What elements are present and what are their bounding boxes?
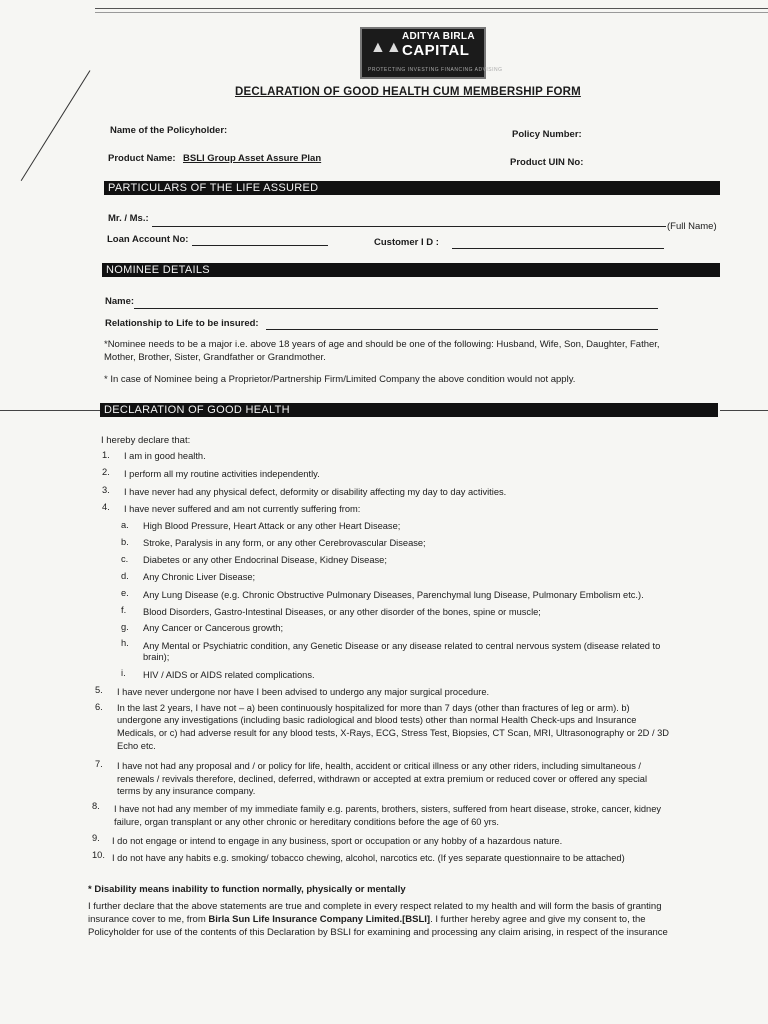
scan-edge-line	[95, 12, 768, 13]
company-logo: ▲▲ ADITYA BIRLA CAPITAL PROTECTING INVESTING FINANCING ADVISING	[360, 27, 486, 79]
list-item: I am in good health.	[124, 451, 206, 461]
list-item: Stroke, Paralysis in any form, or any other Cerebrovascular Disease;	[143, 538, 426, 548]
full-name-field[interactable]	[152, 226, 666, 227]
scan-diagonal-mark	[21, 70, 91, 181]
insurer-name: Birla Sun Life Insurance Company Limited.[BSLI]	[208, 914, 431, 925]
list-item-continuation: brain);	[143, 652, 170, 662]
product-name-label: Product Name:	[108, 153, 176, 164]
list-item: Any Mental or Psychiatric condition, any Genetic Disease or any disease related to central nervous system (disease related to	[143, 641, 661, 651]
list-item: I perform all my routine activities independently.	[124, 469, 320, 479]
nominee-note-1: *Nominee needs to be a major i.e. above 18 years of age and should be one of the following: Husband, Wife, Son, Daughter, Father,	[104, 339, 660, 350]
list-item: Diabetes or any other Endocrinal Disease, Kidney Disease;	[143, 555, 387, 565]
list-item-continuation: terms by any insurance company.	[117, 786, 256, 796]
list-item: Any Lung Disease (e.g. Chronic Obstructive Pulmonary Diseases, Parenchymal lung Disease, Pulmonary Embolism etc.).	[143, 590, 644, 600]
relationship-label: Relationship to Life to be insured:	[105, 318, 259, 329]
loan-account-label: Loan Account No:	[107, 234, 189, 245]
disability-note: * Disability means inability to function normally, physically or mentally	[88, 884, 406, 895]
full-name-note: (Full Name)	[667, 221, 717, 232]
nominee-name-label: Name:	[105, 296, 135, 307]
scan-margin-line	[0, 410, 100, 411]
product-uin-label: Product UIN No:	[510, 157, 584, 168]
list-item: Any Cancer or Cancerous growth;	[143, 623, 284, 633]
scan-margin-line	[720, 410, 768, 411]
list-item: I do not have any habits e.g. smoking/ tobacco chewing, alcohol, narcotics etc. (If yes separate questionnaire to be attached)	[112, 853, 625, 863]
further-declaration-line-2: insurance cover to me, from Birla Sun Life Insurance Company Limited.[BSLI]. I further hereby agree and give my consent to, the	[88, 914, 646, 925]
further-declaration-line-1: I further declare that the above statements are true and complete in every respect related to my health and will form the basis of granting	[88, 901, 662, 912]
declaration-intro: I hereby declare that:	[101, 435, 191, 446]
list-item: I have never suffered and am not currently suffering from:	[124, 504, 361, 514]
nominee-note-2: * In case of Nominee being a Proprietor/Partnership Firm/Limited Company the above condition would not apply.	[104, 374, 576, 385]
nominee-note-1-cont: Mother, Brother, Sister, Grandfather or Grandmother.	[104, 352, 326, 363]
customer-id-field[interactable]	[452, 248, 664, 249]
scan-edge-line	[95, 8, 768, 9]
list-item: High Blood Pressure, Heart Attack or any other Heart Disease;	[143, 521, 401, 531]
list-item: In the last 2 years, I have not – a) been continuously hospitalized for more than 7 days (other than fractures of leg or arm). b)	[117, 703, 630, 713]
list-item: I have not had any member of my immediate family e.g. parents, brothers, sisters, suffered from heart disease, stroke, cancer, kidney	[114, 804, 662, 814]
list-item: I do not engage or intend to engage in any business, sport or occupation or any hobby of a hazardous nature.	[112, 836, 563, 846]
form-title: DECLARATION OF GOOD HEALTH CUM MEMBERSHIP FORM	[235, 86, 581, 98]
section-heading-life-assured: PARTICULARS OF THE LIFE ASSURED	[104, 181, 720, 195]
section-heading-nominee: NOMINEE DETAILS	[102, 263, 720, 277]
nominee-name-field[interactable]	[134, 308, 658, 309]
list-item: I have never undergone nor have I been advised to undergo any major surgical procedure.	[117, 687, 490, 697]
list-item: I have not had any proposal and / or policy for life, health, accident or critical illness or any other riders, including simultaneous /	[117, 761, 642, 771]
relationship-field[interactable]	[266, 329, 658, 330]
list-item-continuation: Echo etc.	[117, 741, 156, 751]
list-item: Any Chronic Liver Disease;	[143, 572, 256, 582]
sun-logo-icon: ▲▲	[370, 39, 402, 56]
list-item-continuation: undergone any investigations (including basic radiological and blood tests) other than normal Health Check-ups and Insurance	[117, 715, 637, 725]
list-item-continuation: renewals / revivals therefore, declined, deferred, withdrawn or accepted at extra premium or reduced cover or offered any special	[117, 774, 648, 784]
policy-number-label: Policy Number:	[512, 129, 582, 140]
list-item: I have never had any physical defect, deformity or disability affecting my day to day activities.	[124, 487, 507, 497]
list-item-continuation: Medicals, or c) had adverse result for any blood tests, X-Rays, ECG, Stress Test, Biopsies, CT Scan, MRI, Ultrasonography or 2D / 3D	[117, 728, 670, 738]
list-item-continuation: failure, organ transplant or any other chronic or hereditary conditions before the age of 60 yrs.	[114, 817, 500, 827]
customer-id-label: Customer I D :	[374, 237, 439, 248]
policyholder-label: Name of the Policyholder:	[110, 125, 228, 136]
list-item: HIV / AIDS or AIDS related complications.	[143, 670, 315, 680]
name-label: Mr. / Ms.:	[108, 213, 149, 224]
section-heading-declaration: DECLARATION OF GOOD HEALTH	[100, 403, 718, 417]
list-item: Blood Disorders, Gastro-Intestinal Diseases, or any other disorder of the bones, spine or muscle;	[143, 607, 541, 617]
product-name-value: BSLI Group Asset Assure Plan	[183, 153, 322, 164]
further-declaration-line-3: Policyholder for use of the contents of this Declaration by BSLI for examining and processing any claim arising, in respect of the insurance	[88, 927, 668, 938]
loan-account-field[interactable]	[192, 245, 328, 246]
